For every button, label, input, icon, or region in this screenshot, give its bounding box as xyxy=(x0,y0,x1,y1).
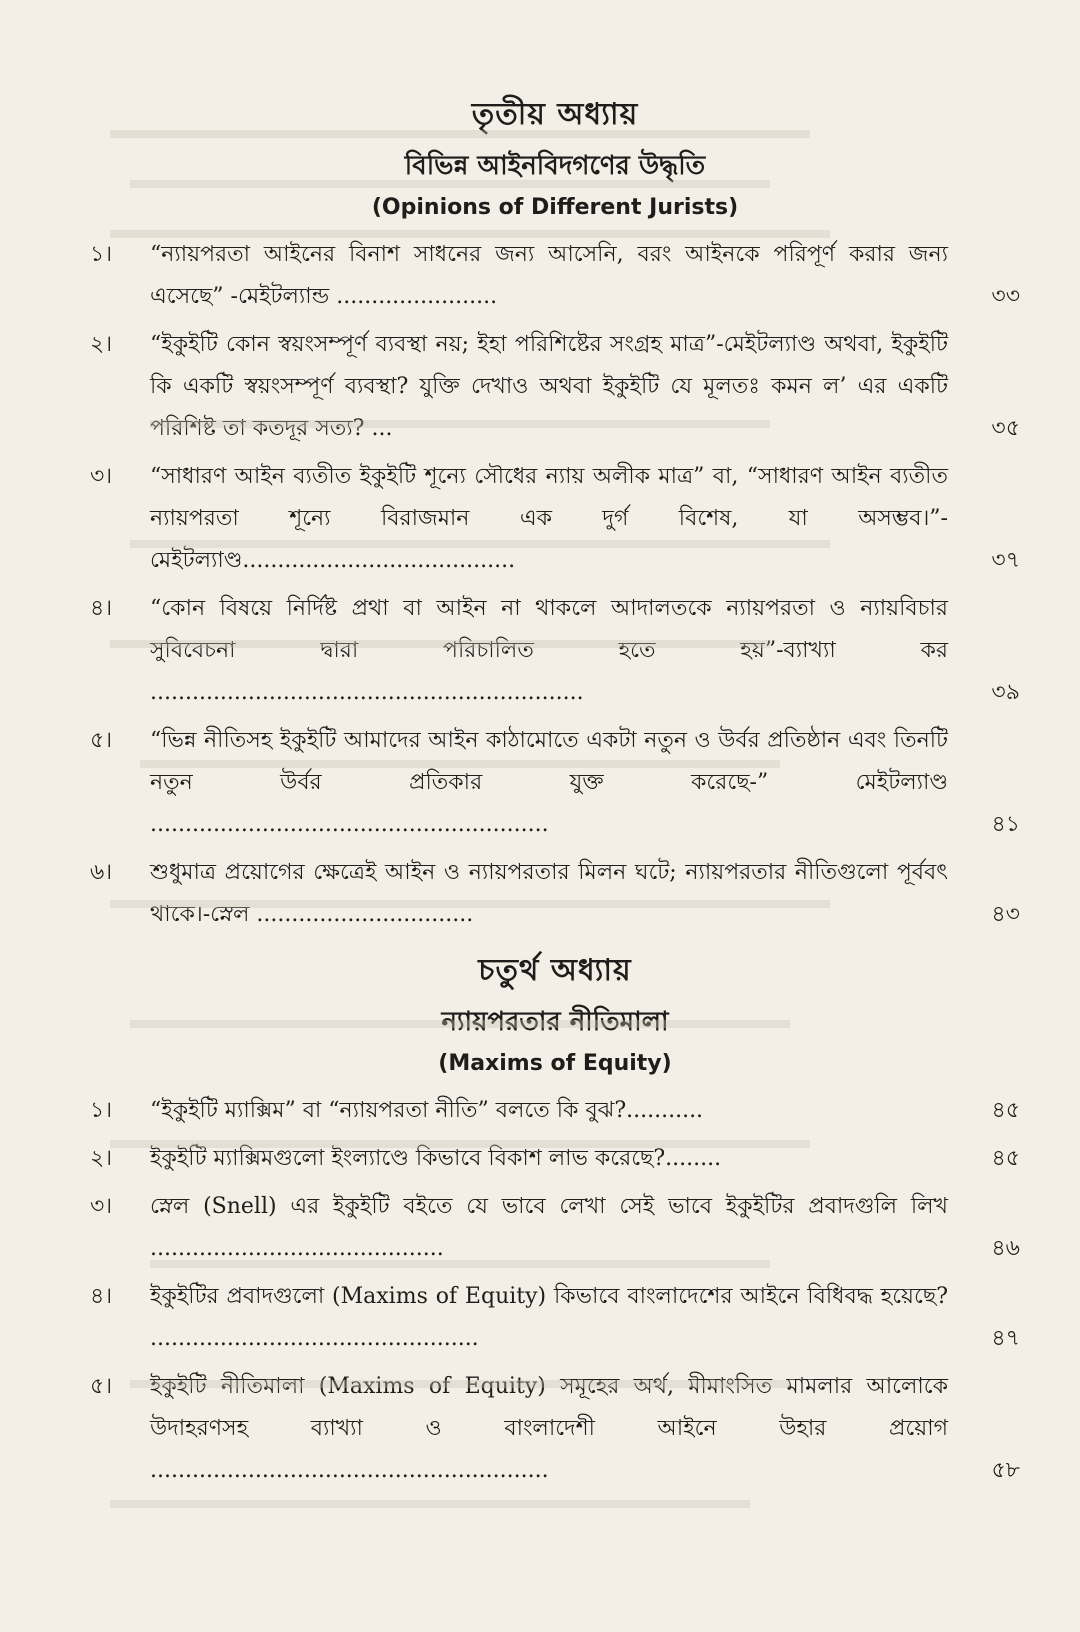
entry-page-number: ৪৫ xyxy=(991,1146,1020,1171)
entry-page-number: ৪৫ xyxy=(991,1098,1020,1123)
entry-number: ২। xyxy=(90,1146,113,1171)
entry-number: ২। xyxy=(90,332,113,357)
contents-entry xyxy=(90,234,1020,318)
entry-title: “ন্যায়পরতা আইনের বিনাশ সাধনের জন্য আসেনি, বরং আইনকে পরিপূর্ণ করার জন্য এসেছে” -মেইটল্যান্ড ....................... xyxy=(150,242,948,309)
entry-title: ইকুইটির প্রবাদগুলো (Maxims of Equity) কিভাবে বাংলাদেশের আইনে বিধিবদ্ধ হয়েছে? ............................................... xyxy=(150,1284,948,1351)
entry-number: ৪। xyxy=(90,596,113,621)
entry-page-number: ৩৫ xyxy=(991,416,1020,441)
entry-title: “সাধারণ আইন ব্যতীত ইকুইটি শূন্যে সৌধের ন্যায় অলীক মাত্র” বা, “সাধারণ আইন ব্যতীত ন্যায়পরতা শূন্যে বিরাজমান এক দুর্গ বিশেষ, যা অসম্ভব।”-মেইটল্যাণ্ড....................................... xyxy=(150,464,948,573)
entry-number: ১। xyxy=(90,1098,113,1123)
entry-page-number: ৪৩ xyxy=(991,902,1020,927)
entry-title: “কোন বিষয়ে নির্দিষ্ট প্রথা বা আইন না থাকলে আদালতকে ন্যায়পরতা ও ন্যায়বিচার সুবিবেচনা দ্বারা পরিচালিত হতে হয়”-ব্যাখ্যা কর .............................................................. xyxy=(150,596,948,705)
entry-page-number: ৪৭ xyxy=(991,1326,1020,1351)
entry-page-number: ৪১ xyxy=(991,812,1020,837)
entry-number: ৪। xyxy=(90,1284,113,1309)
chapter-subtitle: ন্যায়পরতার নীতিমালা xyxy=(441,1007,669,1037)
contents-list xyxy=(90,234,1020,936)
entry-page-number: ৩৯ xyxy=(991,680,1020,705)
entry-page-number: ৩৭ xyxy=(991,548,1020,573)
contents-entry xyxy=(90,1366,1020,1492)
chapter-english-title: (Opinions of Different Jurists) xyxy=(371,195,739,220)
entry-title: ইকুইটি নীতিমালা (Maxims of Equity) সমূহের অর্থ, মীমাংসিত মামলার আলোকে উদাহরণসহ ব্যাখ্যা ও বাংলাদেশী আইনে উহার প্রয়োগ ......................................................... xyxy=(150,1374,948,1483)
contents-entry xyxy=(90,1186,1020,1270)
contents-list xyxy=(90,1090,1020,1492)
entry-title: ইকুইটি ম্যাক্সিমগুলো ইংল্যাণ্ডে কিভাবে বিকাশ লাভ করেছে?........ xyxy=(150,1146,722,1171)
contents-entry xyxy=(90,1276,1020,1360)
contents-entry xyxy=(90,1138,1020,1180)
contents-entry xyxy=(90,324,1020,450)
chapter-subtitle: বিভিন্ন আইনবিদগণের উদ্ধৃতি xyxy=(404,151,706,181)
entry-title: “ভিন্ন নীতিসহ ইকুইটি আমাদের আইন কাঠামোতে একটা নতুন ও উর্বর প্রতিষ্ঠান এবং তিনটি নতুন উর্বর প্রতিকার যুক্ত করেছে-” মেইটল্যাণ্ড ......................................................... xyxy=(150,728,948,837)
chapter-english-title: (Maxims of Equity) xyxy=(438,1051,672,1076)
entry-title: “ইকুইটি ম্যাক্সিম” বা “ন্যায়পরতা নীতি” বলতে কি বুঝ?........... xyxy=(150,1098,704,1123)
entry-number: ৩। xyxy=(90,1194,113,1219)
entry-title: শুধুমাত্র প্রয়োগের ক্ষেত্রেই আইন ও ন্যায়পরতার মিলন ঘটে; ন্যায়পরতার নীতিগুলো পূর্ববৎ থাকে।-স্নেল ............................... xyxy=(150,860,948,927)
entry-page-number: ৪৬ xyxy=(991,1236,1020,1261)
entry-number: ৫। xyxy=(90,728,113,753)
chapter-heading: তৃতীয় অধ্যায় xyxy=(471,97,639,132)
entry-page-number: ৩৩ xyxy=(991,284,1020,309)
contents-entry xyxy=(90,456,1020,582)
entry-number: ৩। xyxy=(90,464,113,489)
entry-number: ৫। xyxy=(90,1374,113,1399)
entry-page-number: ৫৮ xyxy=(991,1458,1020,1483)
contents-entry xyxy=(90,852,1020,936)
chapter-three xyxy=(90,90,1020,936)
entry-number: ৬। xyxy=(90,860,113,885)
chapter-heading: চতুর্থ অধ্যায় xyxy=(478,953,632,988)
contents-entry xyxy=(90,720,1020,846)
entry-title: স্নেল (Snell) এর ইকুইটি বইতে যে ভাবে লেখা সেই ভাবে ইকুইটির প্রবাদগুলি লিখ .......................................... xyxy=(150,1194,948,1261)
contents-entry xyxy=(90,588,1020,714)
entry-number: ১। xyxy=(90,242,113,267)
contents-entry xyxy=(90,1090,1020,1132)
entry-title: “ইকুইটি কোন স্বয়ংসম্পূর্ণ ব্যবস্থা নয়; ইহা পরিশিষ্টের সংগ্রহ মাত্র”-মেইটল্যাণ্ড অথবা, ইকুইটি কি একটি স্বয়ংসম্পূর্ণ ব্যবস্থা? যুক্তি দেখাও অথবা ইকুইটি যে মূলতঃ কমন ল’ এর একটি পরিশিষ্ট তা কতদূর সত্য? ... xyxy=(150,332,948,441)
chapter-four xyxy=(90,946,1020,1492)
